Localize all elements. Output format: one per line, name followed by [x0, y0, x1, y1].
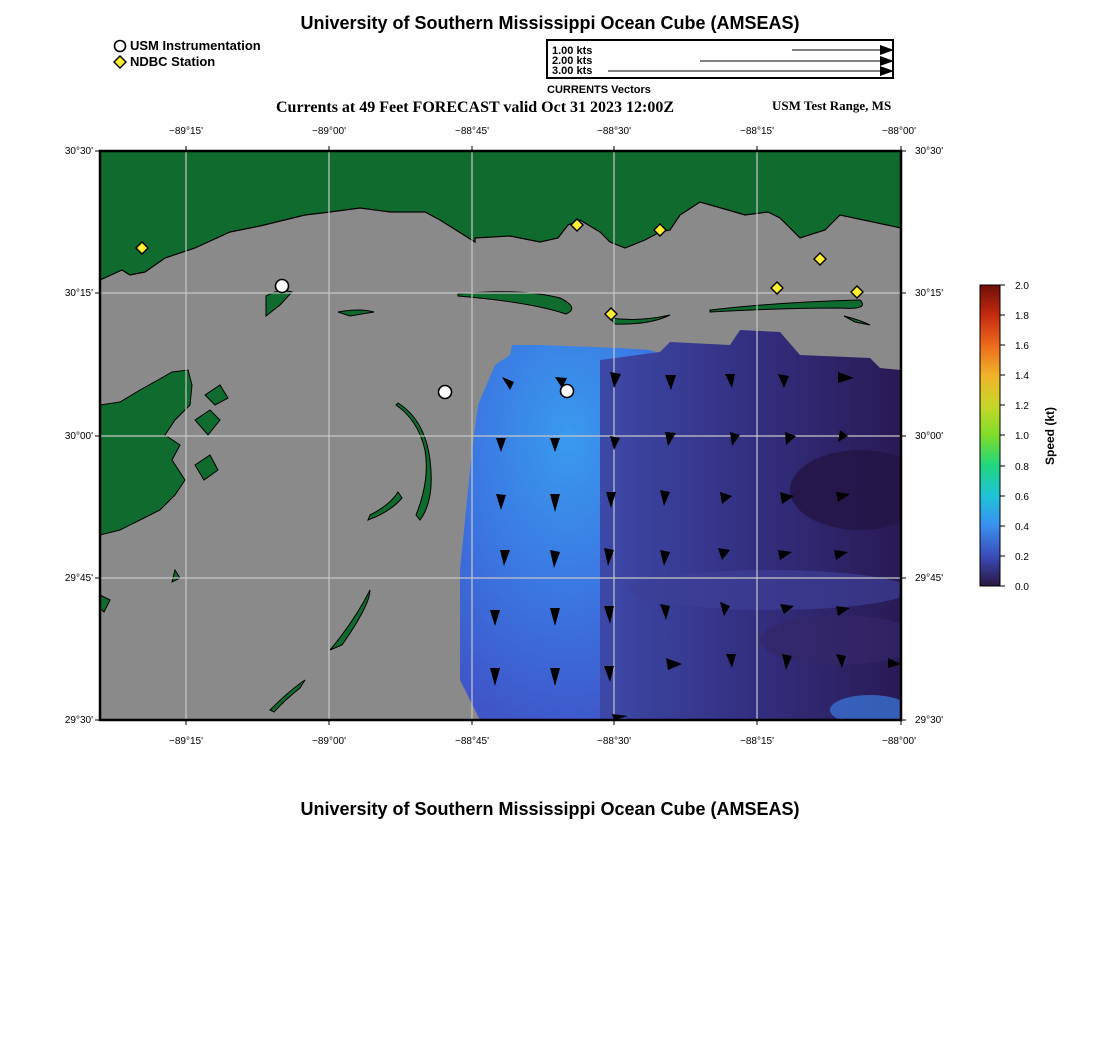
lon-label-bottom: −88°00' [882, 736, 916, 747]
lon-label-top: −88°15' [740, 126, 774, 137]
legend-usm [112, 38, 261, 54]
lon-label-top: −89°00' [312, 126, 346, 137]
vector-arrow-icon [880, 45, 894, 55]
page-title: University of Southern Mississippi Ocean Cube (AMSEAS) [300, 13, 800, 33]
map [64, 120, 944, 760]
current-band [630, 570, 910, 610]
footer-title: University of Southern Mississippi Ocean Cube (AMSEAS) [300, 799, 800, 819]
vector-legend-box [546, 39, 894, 79]
colorbar-tick: 0.2 [1015, 552, 1029, 563]
lat-label-left: 30°30' [64, 146, 93, 157]
vector-arrow-icon [880, 66, 894, 76]
legend-ndbc [112, 54, 261, 70]
lon-label-bottom: −88°15' [740, 736, 774, 747]
lon-label-top: −88°45' [455, 126, 489, 137]
colorbar-tick: 0.4 [1015, 522, 1029, 533]
lon-label-top: −88°00' [882, 126, 916, 137]
station-legend [112, 38, 261, 70]
lat-label-left: 29°30' [64, 715, 93, 726]
usm-marker-icon [561, 385, 574, 398]
lat-label-right: 29°45' [915, 573, 944, 584]
lat-label-left: 30°00' [64, 431, 93, 442]
colorbar-label: Speed (kt) [1043, 406, 1057, 466]
region-label: USM Test Range, MS [772, 98, 892, 113]
vector-legend-row-1: 1.00 kts [552, 45, 593, 57]
colorbar-tick: 0.8 [1015, 462, 1029, 473]
colorbar-tick: 0.6 [1015, 492, 1029, 503]
map-subtitle: Currents at 49 Feet FORECAST valid Oct 31 2023 12:00Z [276, 99, 675, 116]
lon-label-top: −89°15' [169, 126, 203, 137]
colorbar-ramp [980, 285, 1000, 586]
lon-label-bottom: −89°00' [312, 736, 346, 747]
colorbar-tick: 1.0 [1015, 431, 1029, 442]
vector-legend-row-2: 2.00 kts [552, 55, 593, 67]
lat-label-left: 29°45' [64, 573, 93, 584]
colorbar-tick: 1.8 [1015, 311, 1029, 322]
usm-marker-icon [276, 280, 289, 293]
colorbar-tick: 1.2 [1015, 401, 1029, 412]
lon-label-top: −88°30' [597, 126, 631, 137]
lat-label-right: 30°00' [915, 431, 944, 442]
vector-legend-row-3: 3.00 kts [552, 65, 593, 77]
colorbar-tick: 0.0 [1015, 582, 1029, 593]
vector-legend-arrows [548, 41, 892, 77]
lon-label-bottom: −88°45' [455, 736, 489, 747]
legend-ndbc-label: NDBC Station [130, 54, 216, 69]
current-dark-patch [790, 450, 930, 530]
colorbar-tick: 2.0 [1015, 281, 1029, 292]
lat-label-right: 29°30' [915, 715, 944, 726]
usm-marker-icon [439, 386, 452, 399]
ndbc-marker-icon [113, 55, 127, 69]
lat-label-right: 30°30' [915, 146, 944, 157]
vector-legend-caption: CURRENTS Vectors [547, 84, 651, 96]
legend-usm-label: USM Instrumentation [130, 38, 261, 53]
lon-label-bottom: −89°15' [169, 736, 203, 747]
lat-label-right: 30°15' [915, 288, 944, 299]
usm-marker-icon [113, 39, 127, 53]
speed-colorbar [975, 280, 1065, 595]
colorbar-tick: 1.6 [1015, 341, 1029, 352]
lat-label-left: 30°15' [64, 288, 93, 299]
lon-label-bottom: −88°30' [597, 736, 631, 747]
colorbar-tick: 1.4 [1015, 371, 1029, 382]
vector-arrow-icon [880, 56, 894, 66]
